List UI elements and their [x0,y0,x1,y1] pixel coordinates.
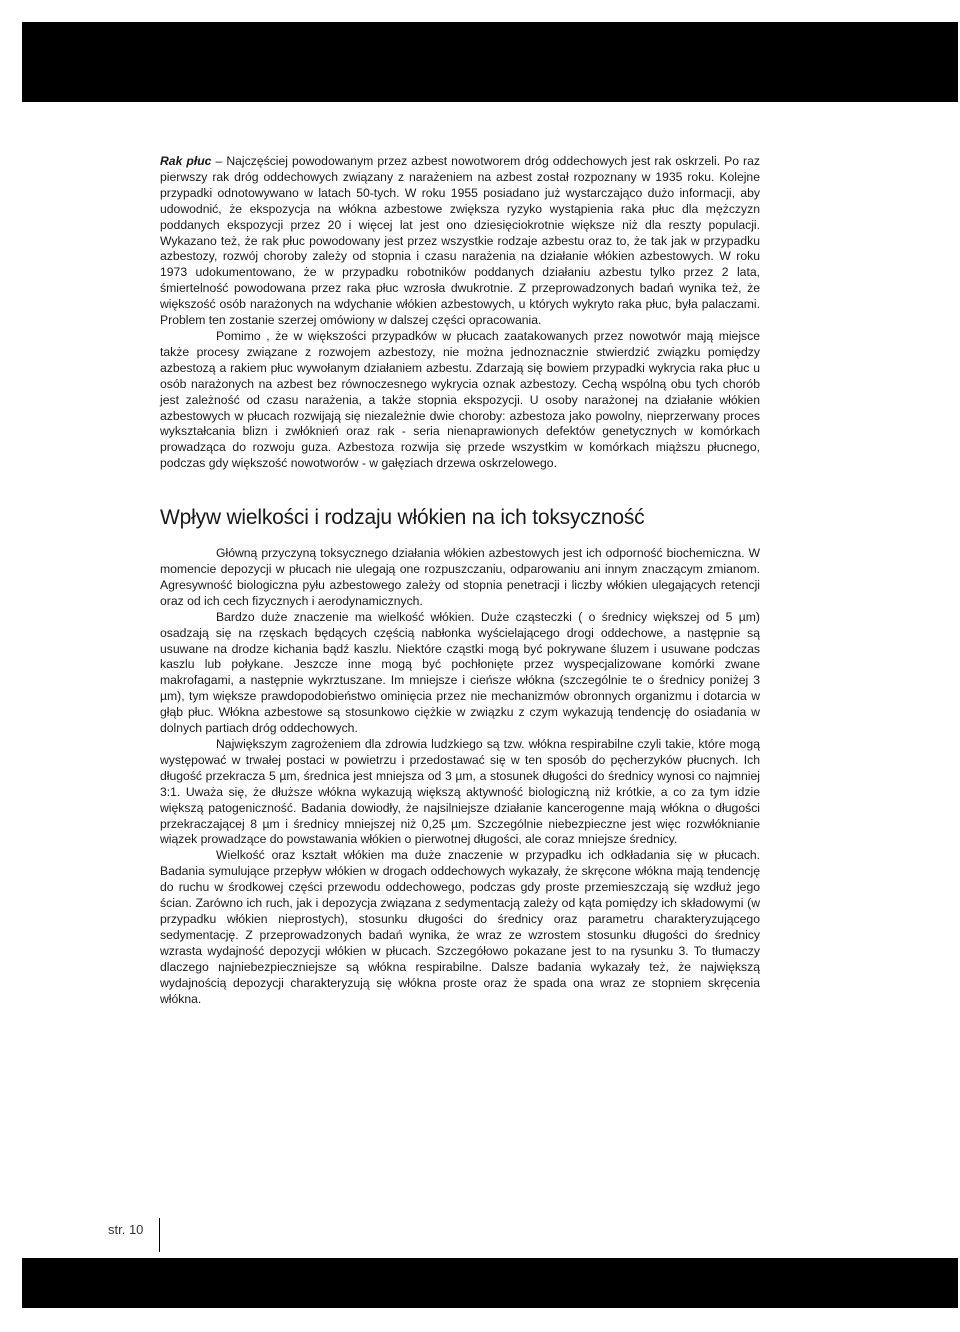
paragraph-lung-cancer [160,154,760,329]
paragraph-asbestosis: Pomimo , że w większości przypadków w płucach zaatakowanych przez nowotwór mają miejsce także procesy związane z rozwojem azbestozy, nie można jednoznacznie stwierdzić związku pomiędzy azbestozą a rakiem płuc wywołanym działaniem azbestu. Zdarzają się bowiem przypadki wykrycia raka płuc u osób narażonych na azbest bez równoczesnego wykrycia oznak azbestozy. Cechą wspólną obu tych chorób jest zależność od czasu narażenia, a także stopnia ekspozycji. U osoby narażonej na działanie włókien azbestowych w płucach rozwijają się niezależnie dwie choroby: azbestoza jako powolny, nieprzerwany proces wykształcania blizn i zwłóknień oraz rak - seria nienaprawionych defektów genetycznych w komórkach prowadząca do rozwoju guza. Azbestoza rozwija się przede wszystkim w komórkach miąższu płucnego, podczas gdy większość nowotworów - w gałęziach drzewa oskrzelowego. [160,328,760,471]
paragraph: Największym zagrożeniem dla zdrowia ludzkiego są tzw. włókna respirabilne czyli takie, które mogą występować w trwałej postaci w powietrzu i przedostawać się w ten sposób do pęcherzyków płucnych. Ich długość przekracza 5 µm, średnica jest mniejsza od 3 µm, a stosunek długości do średnicy wynosi co najmniej 3:1. Uważa się, że dłuższe włókna wykazują większą aktywność biologiczną niż krótkie, a co za tym idzie większą patogeniczność. Badania dowiodły, że najsilniejsze działanie kancerogenne mają włókna o długości przekraczającej 8 µm i średnicy mniejszej niż 0,25 µm. Szczególnie niebezpieczne jest więc rozwłóknianie wiązek prowadzące do powstawania włókien o pierwotnej długości, ale coraz mniejsze średnicy. [160,737,760,847]
bottom-black-band [22,1258,958,1308]
paragraph-text: – Najczęściej powodowanym przez azbest nowotworem dróg oddechowych jest rak oskrzeli. Po raz pierwszy rak dróg oddechowych związany z narażeniem na azbest został rozpoznany w 1935 roku. Kolejne przypadki odnotowywano w latach 50-tych. W roku 1955 posiadano już wystarczająco dużo informacji, aby udowodnić, że ekspozycja na włókna azbestowe zwiększa ryzyko wystąpienia raka płuc dla mężczyzn poddanych ekspozycji przez 20 i więcej lat jest ono dziesięciokrotnie większe niż dla reszty populacji. Wykazano też, że rak płuc powodowany jest przez wszystkie rodzaje azbestu oraz to, że tak jak w przypadku azbestozy, rozwój choroby zależy od stopnia i czasu narażenia na działanie włókien azbestowych. W roku 1973 udokumentowano, że w przypadku robotników poddanych działaniu azbestu tylko przez 2 lata, śmiertelność powodowana przez raka płuc wzrosła dwukrotnie. Z przeprowadzonych badań wynika też, że większość osób narażonych na wdychanie włókien azbestowych, u których wykryto raka płuc, była palaczami. Problem ten zostanie szerzej omówiony w dalszej części opracowania. [160,154,760,328]
document-body [160,154,760,1007]
page-number: str. 10 [108,1222,144,1237]
top-black-band [22,22,958,102]
footer-divider [159,1218,160,1252]
section-fiber-toxicity [160,546,760,1007]
section-heading: Wpływ wielkości i rodzaju włókien na ich toksyczność [160,506,645,530]
term-rak-pluc: Rak płuc [160,154,212,168]
paragraph: Bardzo duże znaczenie ma wielkość włókien. Duże cząsteczki ( o średnicy większej od 5 µm) osadzają się na rzęskach będących częścią nabłonka wyścielającego drogi oddechowe, a następnie są usuwane na drodze kichania bądź kaszlu. Niektóre cząstki mogą być pokrywane śluzem i usuwane podczas kaszlu lub połykane. Jeszcze inne mogą być pochłonięte przez wyspecjalizowane komórki zwane makrofagami, a następnie wykrztuszane. Im mniejsze i cieńsze włókna (szczególnie te o średnicy poniżej 3 µm), tym większe prawdopodobieństwo ominięcia przez nie mechanizmów obronnych organizmu i dotarcia w głąb płuc. Włókna azbestowe są stosunkowo ciężkie w związku z czym wykazują tendencję do osiadania w dolnych partiach dróg oddechowych. [160,609,760,736]
paragraph: Główną przyczyną toksycznego działania włókien azbestowych jest ich odporność biochemiczna. W momencie depozycji w płucach nie ulegają one rozpuszczaniu, odparowaniu ani innym znaczącym zmianom. Agresywność biologiczna pyłu azbestowego zależy od stopnia penetracji i liczby włókien ulegających retencji oraz od ich cech fizycznych i aerodynamicznych. [160,546,760,608]
paragraph: Wielkość oraz kształt włókien ma duże znaczenie w przypadku ich odkładania się w płucach. Badania symulujące przepływ włókien w drogach oddechowych wykazały, że skręcone włókna mają tendencję do ruchu w środkowej części przewodu oddechowego, podczas gdy proste przemieszczają się wzdłuż jego ścian. Zarówno ich ruch, jak i depozycja związana z sedymentacją zależy od kąta pomiędzy ich składowymi (w przypadku włókien nieprostych), stosunku długości do średnicy oraz parametru charakteryzującego sedymentację. Z przeprowadzonych badań wynika, że wraz ze wzrostem stosunku długości do średnicy wzrasta wydajność depozycji włókien w płucach. Szczegółowo pokazane jest to na rysunku 3. To tłumaczy dlaczego najniebezpieczniejsze są włókna respirabilne. Dalsze badania wykazały też, że największą wydajnością depozycji charakteryzują się włókna proste oraz że spada ona wraz ze stopniem skręcenia włókna. [160,848,760,1006]
